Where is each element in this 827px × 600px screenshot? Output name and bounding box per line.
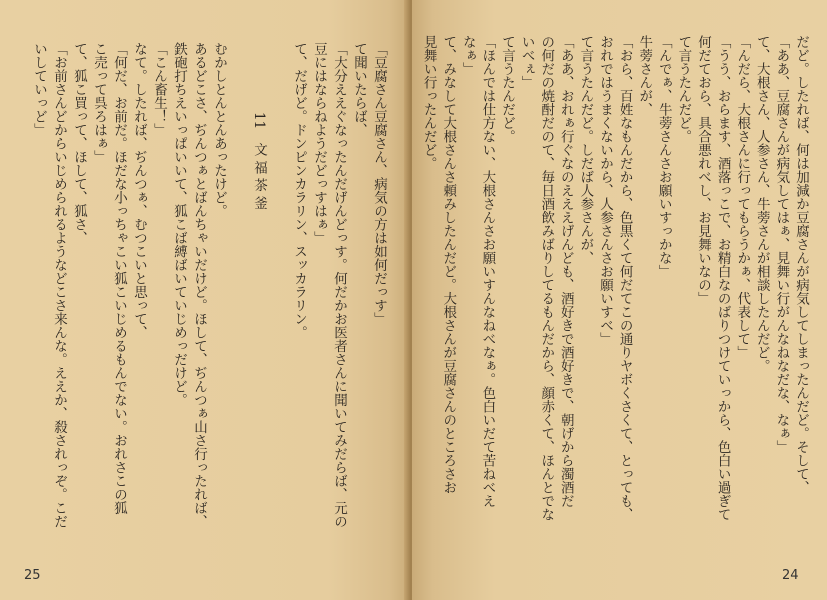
page-right-line: 「うう、おらます、酒落っこで、お精白なのばりつけていっから、色白い過ぎて (714, 35, 731, 521)
page-left-line: むかしとんとんあったけど。 (211, 42, 227, 218)
page-right-line: 「んだら、大根さんに行ってもらうかぁ、代表して」 (734, 35, 751, 359)
page-right-line: 「ほんでは仕方ない、大根さんさお願いすんなねべなぁ。色白いだて苦ねべえ (479, 35, 496, 508)
page-left-line: なて。したれば、ぢんつぁ、むつこいと思って、 (131, 42, 147, 339)
page-right-line: 「ああ、おれぁ行ぐなのえええげんども、酒好きで酒好きで、朝げから濁酒だ (557, 35, 574, 508)
page-right-line: て言うたんだど。 (499, 35, 515, 143)
page-left-line: 11 文 福 茶 釜 (251, 112, 267, 210)
page-left-line: 豆にはならねようだどっすはぁ」 (311, 42, 327, 245)
page-right-line: 何だておら、具合悪れべし、お見舞いなの」 (695, 35, 711, 305)
page-right-line: だど。したれば、何は加減か豆腐さんが病気してしまったんだど。そして、 (793, 35, 809, 494)
page-right-line: 「おら、百姓なもんだから、色黒くて何だてこの通りヤボくさくて、とっても、 (616, 35, 633, 521)
page-right-line: おれではうまくないから、人参さんさお願いすべ」 (597, 35, 613, 346)
page-right-line: の何だの焼酎だのて、毎日酒飲みばりしてるもんだから、顔赤くて、ほんとでな (538, 35, 555, 521)
page-left-line: 「お前さんどからいじめられるようなどこさ来んな。ええか、殺されっぞ。こだ (51, 42, 67, 528)
page-right-line: て言うたんだど。しだば人参さんが、 (577, 35, 594, 265)
page-left-line: いしていっど」 (31, 42, 47, 137)
page-left-line: 「大分ええぐなったんだげんどっす。何だかお医者さんに聞いてみだらば、元の (331, 42, 347, 528)
page-left-line: て聞いたらば、 (351, 42, 367, 137)
page-left-line: 「豆腐さん豆腐さん、病気の方は如何だっす」 (371, 42, 387, 326)
page-left-line: 「何だ、お前だ。ほだな小っちゃこい狐こいじめるもんでない。おれさこの狐 (111, 42, 127, 515)
page-right-line: て、大根さん、人参さん、牛蒡さんが相談したんだど。 (753, 35, 770, 373)
left-page (0, 0, 410, 600)
page-left-line: あるどこさ、ぢんつぁとばんちゃいだけど。ほして、ぢんつぁ山さ行ったれば、 (191, 42, 207, 528)
page-left-line: こ売って呉ろはぁ」 (91, 42, 107, 164)
page-right-line: て、みなして大根さんさ頼みしたんだど。大根さんが豆腐さんのところさお (440, 35, 457, 494)
page-right-line: いべぇ」 (518, 35, 535, 89)
page-left-line: 「こん畜生！」 (151, 42, 167, 137)
page-right-line: 牛蒡さんが、 (636, 35, 653, 116)
page-right-line: 「ああ、豆腐さんが病気してはぁ、見舞い行がんなねなだな、なぁ」 (773, 35, 790, 454)
right-page (412, 0, 827, 600)
page-left-line: 鉄砲打ちえいっぱいいて、狐こば縛ばいていじめっだけど。 (171, 42, 187, 407)
page-right-line: 「んでぁ、牛蒡さんさお願いすっかな」 (655, 35, 672, 278)
page-left-line: て、狐こ買って、ほして、狐さ、 (71, 42, 87, 245)
page-right-line: て言うたんだど。 (675, 35, 692, 143)
page-left-line: て、だげど。ドンピンカラリン、スッカラリン。 (291, 42, 307, 339)
right-page-number: 24 (782, 568, 799, 583)
page-right-line: なぁ」 (459, 35, 476, 76)
page-right-line: 見舞い行ったんだど。 (420, 35, 437, 170)
left-page-number: 25 (24, 568, 41, 583)
